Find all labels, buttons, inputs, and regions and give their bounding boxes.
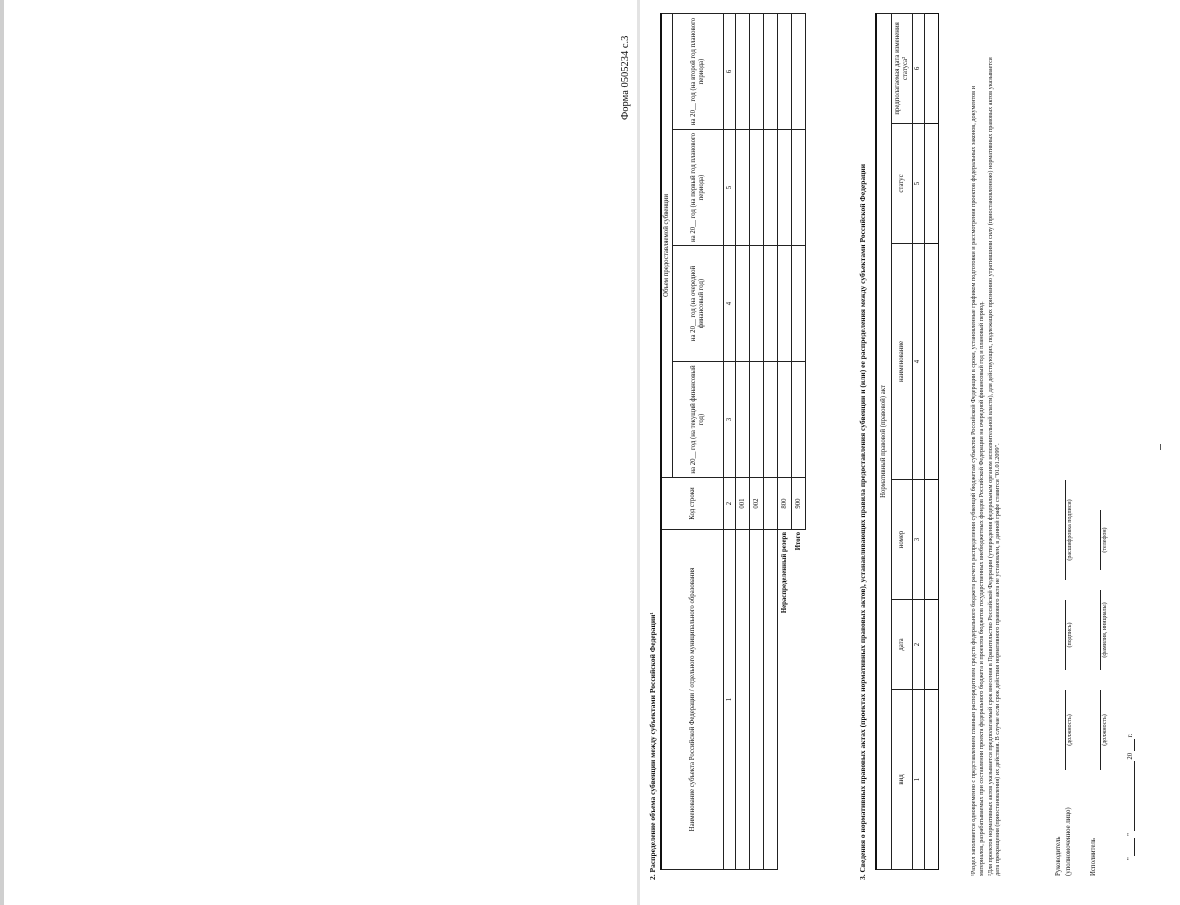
col-num: 2 [913,600,925,690]
value-cell[interactable] [764,362,778,478]
header-status-change-date: предполагаемая дата изменения статуса² [892,13,913,123]
executor-label: Исполнитель [1090,837,1097,876]
column-numbers-row [724,14,736,870]
header-year-next: на 20__ год (на очередной финансовый год) [673,246,724,362]
footnotes [970,56,1003,876]
title-cell[interactable] [925,244,939,480]
table-row [764,14,778,870]
col-num: 1 [724,530,736,870]
exec-phone-field[interactable] [1092,510,1101,570]
header-year-plan2: на 20__ год (на второй год планового периода) [673,14,724,130]
total-label: Итого [794,532,802,551]
reserve-row [778,14,792,870]
total-code: 900 [792,478,806,530]
header-line-code: Код строки [661,478,724,530]
header-year-plan1: на 20__ год (на первый год планового периода) [673,130,724,246]
kind-cell[interactable] [925,690,939,870]
value-cell[interactable] [792,246,806,362]
page-center-mark [1160,444,1161,450]
column-numbers-row [913,13,925,869]
col-num: 6 [724,14,736,130]
value-cell[interactable] [750,246,764,362]
number-cell[interactable] [925,480,939,600]
table-row [925,13,939,869]
line-code-cell: 001 [736,478,750,530]
section3-title: 3. Сведения о нормативных правовых актах (проектах нормативных правовых актов), устанавливающих правила предоставления субвенции и (или) ее распределения между субъектами Российской Федерации [858,163,867,880]
date-cell[interactable] [925,600,939,690]
col-num: 4 [913,244,925,480]
header-region-name: Наименование субъекта Российской Федерации / отдельного муниципального образования [661,530,724,870]
value-cell[interactable] [792,362,806,478]
footnote-2: ²Для проектов нормативных актов указывается предполагаемый срок внесения в Правительство Российской Федерации (утверждения федеральным органом исполнительной власти), для действующих, подлежащих признанию утратившими силу (приостановленною) нормативных правовых актов указывается дата прекращения (приостановления) их действия. В случае если срок действия нормативного правового акта не установлен, в данной графе ставится "01.01.2099". [986,57,1002,876]
head-decode-field[interactable] [1057,480,1066,580]
value-cell[interactable] [764,14,778,130]
date-year-suffix: г. [1126,733,1134,738]
caption-signature: (подпись) [1067,622,1073,648]
col-num: 5 [724,130,736,246]
line-code-cell: 002 [750,478,764,530]
date-day-field[interactable] [1126,838,1135,856]
total-row [792,14,806,870]
date-month-field[interactable] [1126,761,1135,831]
caption-decode: (расшифровка подписи) [1067,499,1073,561]
status-change-cell[interactable] [925,13,939,123]
header-date: дата [892,600,913,690]
head-sub-label: (уполномоченное лицо) [1065,807,1072,876]
col-num: 6 [913,13,925,123]
caption-phone: (телефон) [1102,527,1108,553]
legal-acts-table [875,13,939,870]
legal-act-group-header: Нормативный правовой (правовой) акт [876,13,892,869]
form-code: Форма 0505234 с.3 [620,35,631,120]
region-name-cell[interactable] [736,530,750,870]
value-cell[interactable] [736,362,750,478]
caption-position: (должность) [1067,714,1073,746]
table-row [750,14,764,870]
head-label: Руководитель [1055,836,1062,876]
value-cell[interactable] [750,362,764,478]
section2-title: 2. Распределение объема субвенции между субъектами Российской Федерации¹ [648,612,657,880]
exec-fio-field[interactable] [1092,590,1101,670]
header-year-current: на 20__ год (на текущий финансовый год) [673,362,724,478]
date-quote-open: " [1126,857,1134,860]
caption-position-2: (должность) [1102,714,1108,746]
region-name-cell[interactable] [764,530,778,870]
col-num: 5 [913,124,925,244]
status-cell[interactable] [925,124,939,244]
value-cell[interactable] [764,246,778,362]
value-cell[interactable] [792,130,806,246]
reserve-code: 800 [778,478,792,530]
col-num: 3 [913,480,925,600]
value-cell[interactable] [792,14,806,130]
subvention-distribution-table [660,13,806,870]
head-position-field[interactable] [1057,690,1066,770]
date-line [1126,734,1135,860]
value-cell[interactable] [750,130,764,246]
header-number: номер [892,480,913,600]
value-cell[interactable] [750,14,764,130]
value-cell[interactable] [778,246,792,362]
col-num: 3 [724,362,736,478]
value-cell[interactable] [778,362,792,478]
value-cell[interactable] [736,246,750,362]
value-cell[interactable] [778,130,792,246]
date-year-prefix: 20 [1126,752,1134,760]
header-title: наименование [892,244,913,480]
region-name-cell[interactable] [750,530,764,870]
exec-position-field[interactable] [1092,690,1101,770]
caption-fio: (фамилия, инициалы) [1102,602,1108,658]
col-num: 1 [913,690,925,870]
date-year-field[interactable] [1126,739,1135,751]
reserve-label: Нераспределенный резерв [780,532,788,614]
value-cell[interactable] [778,14,792,130]
value-cell[interactable] [736,130,750,246]
document-page [620,10,1180,880]
header-status: статус [892,124,913,244]
line-code-cell [764,478,778,530]
date-quote-close: " [1126,833,1134,836]
scan-left-edge [0,0,4,905]
header-kind: вид [892,690,913,870]
col-num: 4 [724,246,736,362]
head-signature-field[interactable] [1057,600,1066,670]
value-cell[interactable] [764,130,778,246]
col-num: 2 [724,478,736,530]
footnote-1: ¹Раздел заполняется одновременно с представлением главным распорядителем средств федерального бюджета расчета распределения субвенций бюджетам субъектов Российской Федерации в сроки, установленные графиком подготовки и рассмотрения проектов федеральных законов, документов и материалов, разрабатываемых при составлении проекта федерального бюджета и проектов бюджетов государственных внебюджетных фондов Российской Федерации на очередной финансовый год и плановый период. [970,86,985,876]
header-volume: Объем предоставляемой субвенции [661,14,673,478]
value-cell[interactable] [736,14,750,130]
table-row [736,14,750,870]
